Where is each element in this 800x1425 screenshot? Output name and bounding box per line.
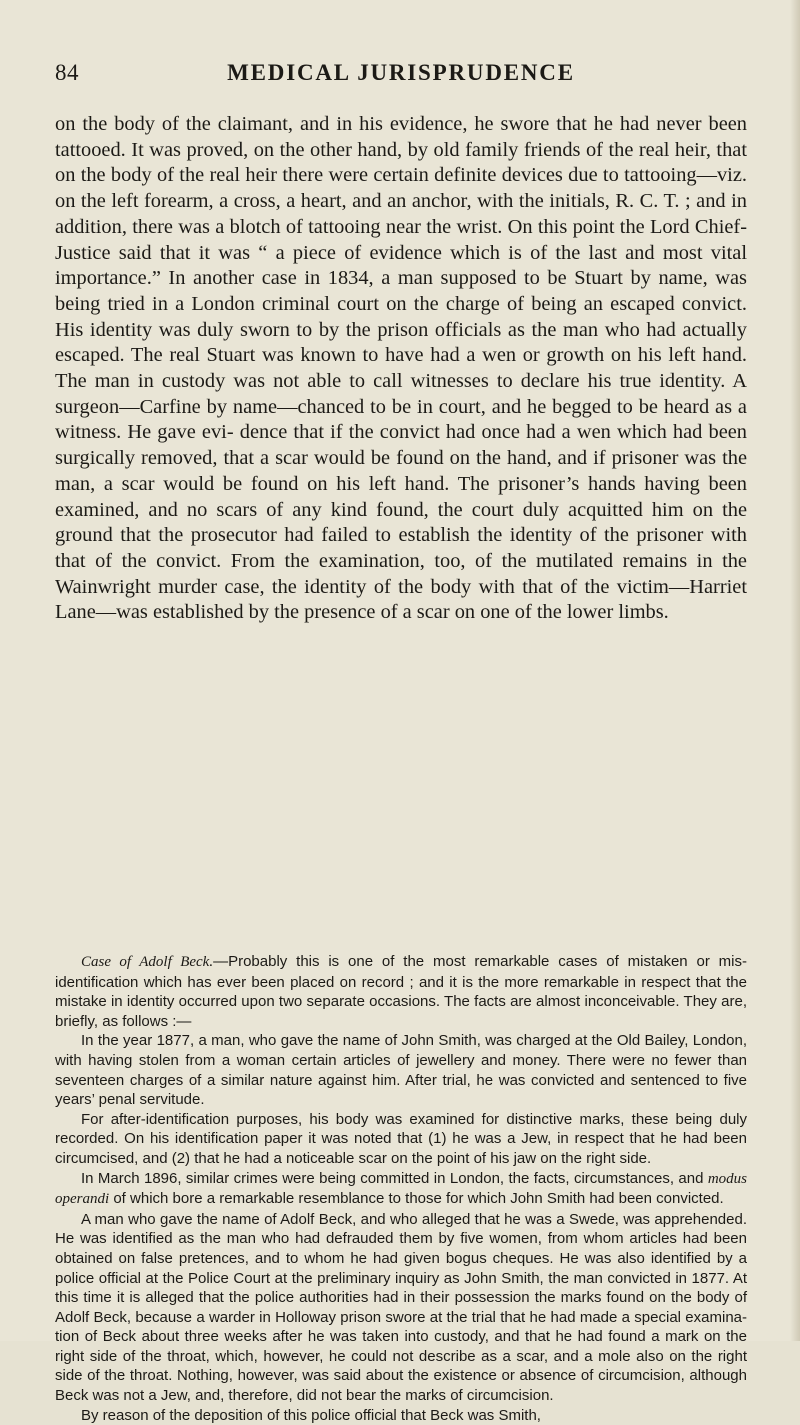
- paragraph-1896-start: In March 1896, similar crimes were being committed in London, the facts, circumstances, and: [81, 1169, 708, 1187]
- case-title: Case of Adolf Beck.: [81, 954, 214, 970]
- paragraph-beck: A man who gave the name of Adolf Beck, and who alleged that he was a Swede, was apprehended. He was identified as the man who had defrauded them by five women, from whom articles had been obtained on false pretences, and to whom he had given bogus cheques. He was also identified by a police official at the Police Court at the preliminary inquiry as John Smith, the man convicted in 1877. At this time it is alleged that the police authorities had in their possession the marks found on the body of Adolf Beck, because a warder in Holloway prison swore at the trial that he had made a special examina- tion of Beck about three weeks after he was taken into custody, and that he had found a mark on the right side of the throat, which, however, he could not describe as a scar, and a mole also on the right side of the throat. Nothing, however, was said about the existence or absence of circumcision, although Beck was not a Jew, and, therefore, did not bear the marks of circumcision.: [55, 1210, 747, 1405]
- running-head: MEDICAL JURISPRUDENCE: [227, 60, 575, 85]
- paragraph-1896: [55, 1169, 747, 1210]
- main-paragraph: on the body of the claimant, and in his evidence, he swore that he had never been tattooed. It was proved, on the other hand, by old family friends of the real heir, that on the body of the real heir there were certain definite devices due to tattooing—viz. on the left forearm, a cross, a heart, and an anchor, with the initials, R. C. T. ; and in addition, there was a blotch of tattooing near the wrist. On this point the Lord Chief-Justice said that it was “ a piece of evidence which is of the last and most vital importance.” In another case in 1834, a man supposed to be Stuart by name, was being tried in a London criminal court on the charge of being an escaped convict. His identity was duly sworn to by the prison officials as the man who had actually escaped. The real Stuart was known to have had a wen or growth on his left hand. The man in custody was not able to call witnesses to declare his true identity. A surgeon—Carfine by name—chanced to be in court, and he begged to be heard as a witness. He gave evi- dence that if the convict had once had a wen which had been surgically removed, that a scar would be found on the hand, and if prisoner was the man, a scar would be found on his left hand. The prisoner’s hands having been examined, and no scars of any kind found, the court duly acquitted him on the ground that the prosecutor had failed to establish the identity of the prisoner with that of the convict. From the examination, too, of the mutilated remains in the Wainwright murder case, the identity of the body with that of the victim—Harriet Lane—was established by the presence of a scar on one of the lower limbs.: [55, 113, 747, 624]
- paragraph-1877: In the year 1877, a man, who gave the name of John Smith, was charged at the Old Bailey, London, with having stolen from a woman certain articles of jewellery and money. There were no fewer than seventeen charges of a similar nature against him. After trial, he was convicted and sentenced to five years’ penal servitude.: [55, 1032, 747, 1109]
- paragraph-marks: For after-identification purposes, his body was examined for distinctive marks, these being duly recorded. On his identification paper it was noted that (1) he was a Jew, in respect that he had been circumcised, and (2) that he had a noticeable scar on the point of his jaw on the right side.: [55, 1110, 747, 1167]
- paragraph-1896-end: of which bore a remarkable resemblance to those for which John Smith had been convicted.: [109, 1190, 724, 1208]
- page-number: 84: [55, 60, 79, 85]
- page-edge-shadow: [790, 0, 800, 1341]
- modus-operandi-italic: modus operandi: [55, 1170, 747, 1208]
- paragraph-deposition: By reason of the deposition of this police official that Beck was Smith,: [81, 1406, 541, 1424]
- page-header: [55, 60, 747, 94]
- main-body-text: [55, 112, 747, 626]
- case-section: [55, 952, 747, 1425]
- case-intro-text: —Probably this is one of the most remarkable cases of mistaken or mis-identification which has ever been placed on record ; and it is the more remarkable in respect that the mistake in identity occurred upon two separate occasions. The facts are almost inconceivable. They are, briefly, as follows :—: [55, 953, 748, 1030]
- case-intro-paragraph: [55, 952, 747, 1031]
